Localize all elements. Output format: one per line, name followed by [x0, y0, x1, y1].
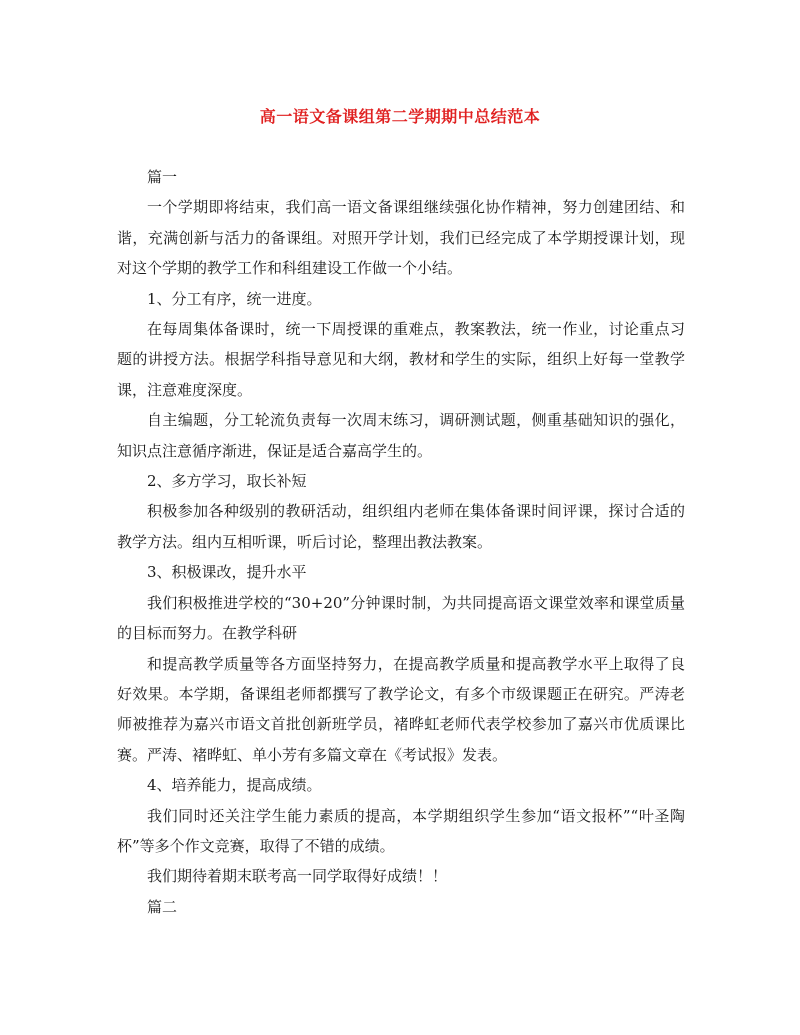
document-title: 高一语文备课组第二学期期中总结范本 — [259, 107, 541, 126]
paragraph: 自主编题，分工轮流负责每一次周末练习，调研测试题，侧重基础知识的强化，知识点注意循序渐进，保证是适合嘉高学生的。 — [117, 411, 685, 460]
subheading: 1、分工有序，统一进度。 — [147, 289, 322, 308]
subheading: 3、积极课改，提升水平 — [147, 563, 307, 582]
section-heading-2: 篇二 — [147, 897, 178, 916]
paragraph: 我们期待着期末联考高一同学取得好成绩！！ — [147, 867, 448, 886]
paragraph: 一个学期即将结束，我们高一语文备课组继续强化协作精神，努力创建团结、和谐，充满创新与活力的备课组。对照开学计划，我们已经完成了本学期授课计划，现对这个学期的教学工作和科组建设工作做一个小结。 — [117, 198, 685, 278]
section-heading-1: 篇一 — [147, 168, 178, 186]
paragraph: 我们同时还关注学生能力素质的提高，本学期组织学生参加“语文报杯”“叶圣陶杯”等多个作文竞赛，取得了不错的成绩。 — [117, 806, 685, 855]
paragraph: 我们积极推进学校的“30+20”分钟课时制，为共同提高语文课堂效率和课堂质量的目标而努力。在教学科研 — [117, 593, 685, 643]
document-body — [117, 162, 685, 922]
paragraph: 和提高教学质量等各方面坚持努力，在提高教学质量和提高教学水平上取得了良好效果。本学期，备课组老师都撰写了教学论文，有多个市级课题正在研究。严涛老师被推荐为嘉兴市语文首批创新班学员，褚晔虹老师代表学校参加了嘉兴市优质课比赛。严涛、褚晔虹、单小芳有多篇文章在《考试报》发表。 — [117, 654, 685, 764]
subheading: 4、培养能力，提高成绩。 — [147, 776, 322, 795]
subheading: 2、多方学习，取长补短 — [147, 472, 307, 491]
paragraph: 积极参加各种级别的教研活动，组织组内老师在集体备课时间评课，探讨合适的教学方法。组内互相听课，听后讨论，整理出教法教案。 — [117, 502, 685, 551]
paragraph: 在每周集体备课时，统一下周授课的重难点，教案教法，统一作业，讨论重点习题的讲授方法。根据学科指导意见和大纲，教材和学生的实际，组织上好每一堂教学课，注意难度深度。 — [117, 320, 685, 399]
